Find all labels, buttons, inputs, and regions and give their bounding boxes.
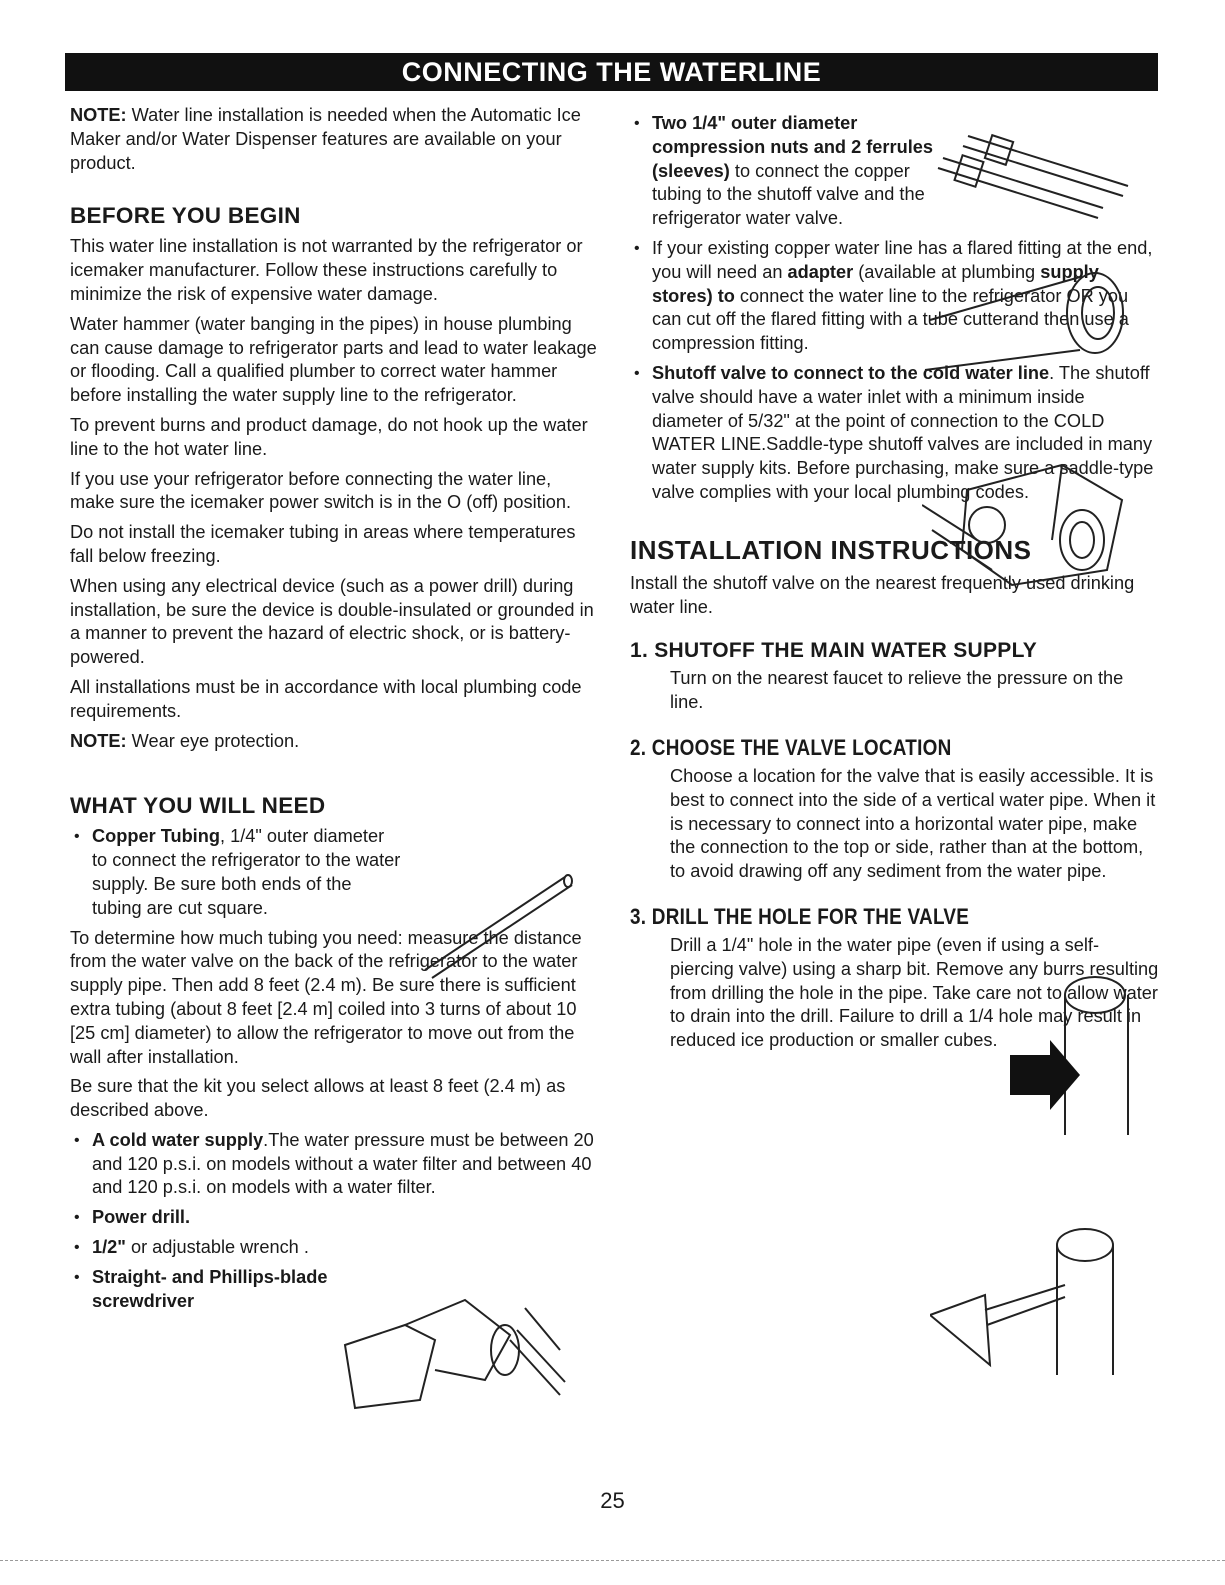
page-number: 25 [600,1488,625,1513]
before-paragraph-5: Do not install the icemaker tubing in areas where temperatures fall below freezing. [70,522,576,566]
before-paragraph-7: All installations must be in accordance with local plumbing code requirements. [70,676,582,721]
flared-fitting-item: • If your existing copper water line has a flared fitting at the end, you will need an adapter (available at plumbing supply stores) to connect the water line to the refrigerator OR you can cut off the flared fitting with a tube cutterand then use a compression fitting. [630,237,1160,356]
copper-tubing-item: • Copper Tubing, 1/4" outer diameter to connect the refrigerator to the water supply. Be sure both ends of the tubing are cut square. [70,825,402,920]
power-drill-illustration [335,1290,570,1415]
before-paragraph-3: To prevent burns and product damage, do not hook up the water line to the hot water line. [70,414,588,459]
shutoff-valve-item: • Shutoff valve to connect to the cold water line. The shutoff valve should have a water inlet with a minimum inside diameter of 5/32" at the point of connection to the COLD WATER LINE.Saddle-type shutoff valves are included in many water supply kits. Before purchasing, make sure a saddle-type valve complies with your local plumbing codes. [630,362,1160,505]
installation-instructions-heading: INSTALLATION INSTRUCTIONS [630,534,1032,565]
page-bottom-edge [0,1560,1225,1561]
shutoff-valve-illustration [922,460,1137,590]
before-paragraph-2: Water hammer (water banging in the pipes) in house plumbing can cause damage to refrigerator parts and lead to water leakage or flooding. Call a qualified plumber to correct water hammer before installing the water supply line to the refrigerator. [70,313,597,406]
section-banner: CONNECTING THE WATERLINE [65,53,1158,91]
step-1-text: Turn on the nearest faucet to relieve the pressure on the line. [670,668,1124,713]
power-drill-item: • Power drill. [70,1206,600,1230]
intro-note: NOTE: Water line installation is needed when the Automatic Ice Maker and/or Water Dispenser features are available on your product. [70,105,581,173]
step-3-text: Drill a 1/4" hole in the water pipe (even if using a self-piercing valve) using a sharp bit. Remove any burrs resulting from drilling the hole in the pipe. Take care not to allow water to drain into the drill. Failure to drill a 1/4 hole may result in reduced ice production or smaller cubes. [670,934,1159,1051]
wrench-item: • 1/2" or adjustable wrench . [70,1236,347,1260]
kit-length-paragraph: Be sure that the kit you select allows at least 8 feet (2.4 m) as described above. [70,1076,566,1121]
copper-tubing-illustration [420,872,580,982]
cold-water-supply-item: • A cold water supply.The water pressure must be between 20 and 120 p.s.i. on models without a water filter and between 40 and 120 p.s.i. on models with a water filter. [70,1129,600,1200]
installation-intro: Install the shutoff valve on the nearest frequently used drinking water line. [630,572,1135,617]
step-2-text: Choose a location for the valve that is easily accessible. It is best to connect into the side of a vertical water pipe. When it is necessary to connect into a horizontal water pipe, make the connection to the top or side, rather than at the bottom, to avoid drawing off any sediment from the water pipe. [670,765,1156,882]
before-paragraph-1: This water line installation is not warranted by the refrigerator or icemaker manufacturer. Follow these instructions carefully to minimize the risk of expensive water damage. [70,236,583,304]
eye-protection-note: NOTE: Wear eye protection. [70,730,300,751]
drilling-pipe-illustration [930,1225,1120,1385]
before-paragraph-6: When using any electrical device (such as a power drill) during installation, be sure the device is double-insulated or grounded in a manner to prevent the hazard of electric shock, or is battery-powered. [70,575,594,668]
left-column [70,104,600,1319]
step-1-heading: 1. SHUTOFF THE MAIN WATER SUPPLY [630,639,1038,663]
compression-nuts-item: • Two 1/4" outer diameter compression nuts and 2 ferrules (sleeves) to connect the copper tubing to the shutoff valve and the refrigerator water valve. [630,112,952,231]
flared-fitting-illustration [920,265,1135,375]
tubing-length-paragraph: To determine how much tubing you need: measure the distance from the water valve on the back of the refrigerator to the water supply pipe. Then add 8 feet (2.4 m). Be sure there is sufficient extra tubing (about 8 feet [2.4 m] coiled into 3 turns of about 10 [25 cm] diameter) to allow the refrigerator to move out from the wall after installation. [70,927,582,1067]
what-you-will-need-heading: WHAT YOU WILL NEED [70,793,326,819]
step-3-heading: 3. DRILL THE HOLE FOR THE VALVE [630,903,970,929]
vertical-pipe-arrow-illustration [1005,970,1140,1140]
screwdriver-item: • Straight- and Phillips-blade screwdriver [70,1266,347,1314]
compression-nuts-illustration [918,118,1133,223]
before-paragraph-4: If you use your refrigerator before connecting the water line, make sure the icemaker power switch is in the O (off) position. [70,468,572,513]
before-you-begin-heading: BEFORE YOU BEGIN [70,203,301,229]
step-2-heading: 2. CHOOSE THE VALVE LOCATION [630,734,952,760]
